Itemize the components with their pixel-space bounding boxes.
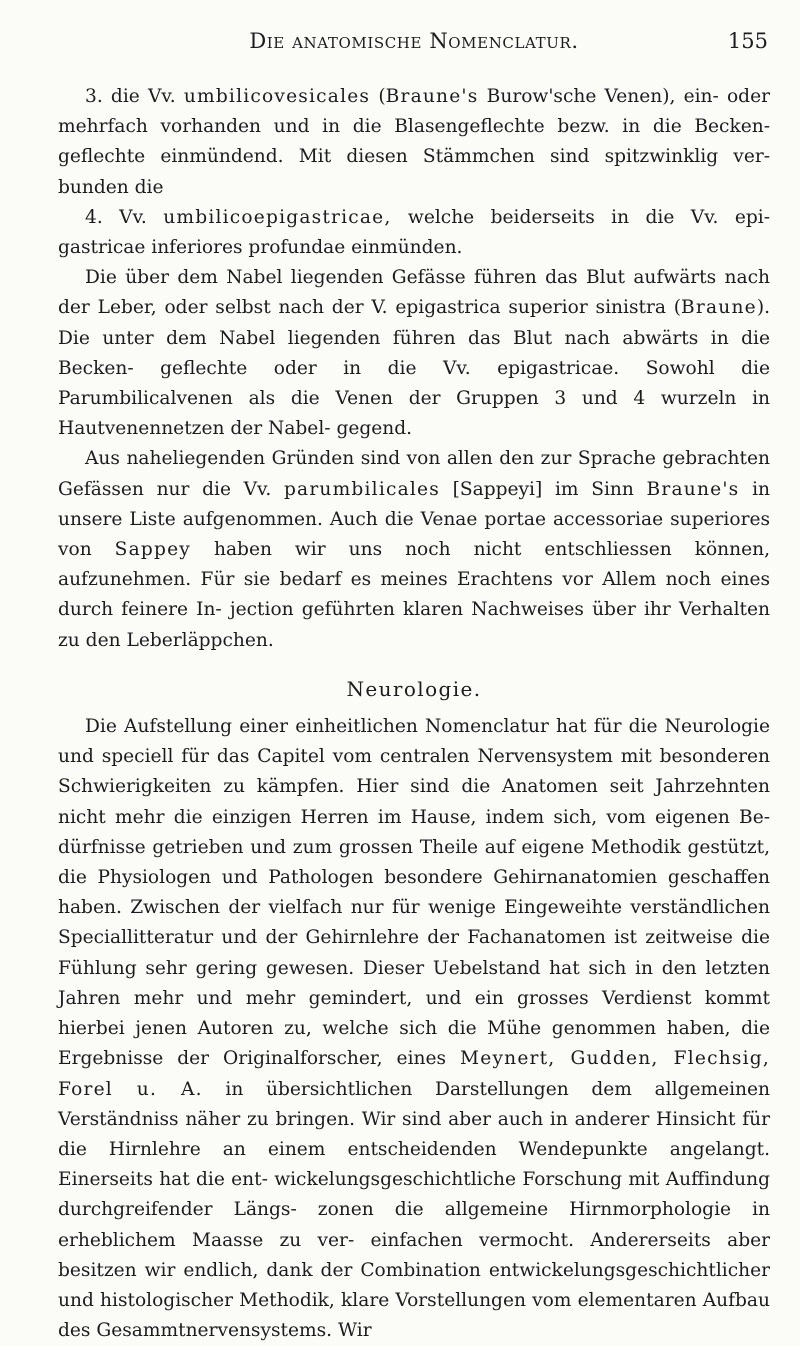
text-run: Die Aufstellung einer einheitlichen Nomenclatur hat für die Neurologie und speciell für das Capitel vom centralen Nervensystem mit besonderen Schwierigkeiten zu kämpfen. Hier sind die Anatomen seit Jahrzehnten nicht mehr die einzigen Herren im Hause, indem sich, vom eigenen Be- dürfnisse getrieben und zum grossen Theile auf eigene Methodik gestützt, die Physiologen und Pathologen besondere Gehirnanatomien geschaffen haben. Zwischen der vielfach nur für wenige Eingeweihte verständlichen Speciallitteratur und der Gehirnlehre der Fachanatomen ist zeitweise die Fühlung sehr gering gewesen. Dieser Uebelstand hat sich in den letzten Jahren mehr und mehr gemindert, und ein grosses Verdienst kommt hierbei jenen Autoren zu, welche sich die Mühe genommen haben, die Ergebnisse der Originalforscher, eines [58, 716, 770, 1070]
text-run: haben wir uns noch nicht entschliessen können, aufzunehmen. Für sie bedarf es meines Erachtens vor Allem noch eines durch feinere In- jection geführten klaren Nachweises über ihr Verhalten zu den Leberläppchen. [58, 539, 770, 651]
text-run: 3. die Vv. [85, 86, 184, 107]
text-run: Aus naheliegenden Gründen sind von allen den zur Sprache gebrachten Gefässen nur die Vv. [58, 448, 770, 500]
author-name: Braune's [385, 86, 479, 107]
paragraph-umbilicovesicales [58, 82, 770, 203]
body-text [58, 82, 770, 1346]
section-heading: Neurologie. [346, 676, 482, 701]
text-run: welche beiderseits in die Vv. epi- gastricae inferiores profundae einmünden. [58, 206, 771, 259]
author-name: Braune's [646, 478, 740, 500]
text-run: in unsere Liste aufgenommen. Auch die Venae portae accessoriae superiores von [58, 478, 770, 561]
paragraph-neurologie [58, 712, 770, 1346]
text-run: in übersichtlichen Darstellungen dem allgemeinen Verständniss näher zu bringen. Wir sind aber auch in anderer Hinsicht für die Hirnlehre an einem entscheidenden Wendepunkte angelangt. Einerseits hat die ent- wickelungsgeschichtliche Forschung mit Auffindung durchgreifender Längs- zonen die allgemeine Hirnmorphologie in erheblichem Maasse zu ver- einfachen vermocht. Andererseits aber besitzen wir endlich, dank der Combination entwickelungsgeschichtlicher und histologischer Methodik, klare Vorstellungen vom elementaren Aufbau des Gesammtnervensystems. Wir [58, 1078, 770, 1342]
text-run: 4. Vv. [85, 206, 164, 228]
paragraph-parumbilicales [58, 444, 770, 655]
text-run: [Sappeyi] im Sinn [439, 478, 647, 500]
text-run: Die über dem Nabel liegenden Gefässe führen das Blut aufwärts nach der Leber, oder selbst nach der V. epigastrica superior sinistra ( [58, 267, 770, 319]
text-run: ). Die unter dem Nabel liegenden führen das Blut nach abwärts in die Becken- geflechte oder in die Vv. epigastricae. Sowohl die Parumbilicalvenen als die Venen der Gruppen 3 und 4 wurzeln in Hautvenennetzen der Nabel- gegend. [58, 297, 770, 440]
author-name: Braune [681, 297, 757, 319]
text-run: Burow'sche Venen), ein- oder mehrfach vorhanden und in die Blasengeflechte bezw. in die Becken- geflechte einmündend. Mit diesen Stämmchen sind spitzwinklig ver- bunden die [58, 86, 770, 198]
author-name: Sappey [114, 539, 191, 561]
paragraph-blood-flow [58, 263, 770, 444]
running-head [58, 29, 770, 63]
paragraph-umbilicoepigastricae [58, 203, 770, 263]
author-names: Meynert, Gudden, Flechsig, Forel u. A. [58, 1048, 770, 1100]
text-run: ( [370, 86, 386, 107]
anatomical-term: umbilicoepigastricae, [163, 206, 392, 228]
anatomical-term: parumbilicales [283, 478, 440, 500]
anatomical-term: umbilicovesicales [183, 86, 371, 107]
page-number: 155 [727, 29, 768, 53]
running-title: Die anatomische Nomenclatur. [249, 29, 579, 53]
